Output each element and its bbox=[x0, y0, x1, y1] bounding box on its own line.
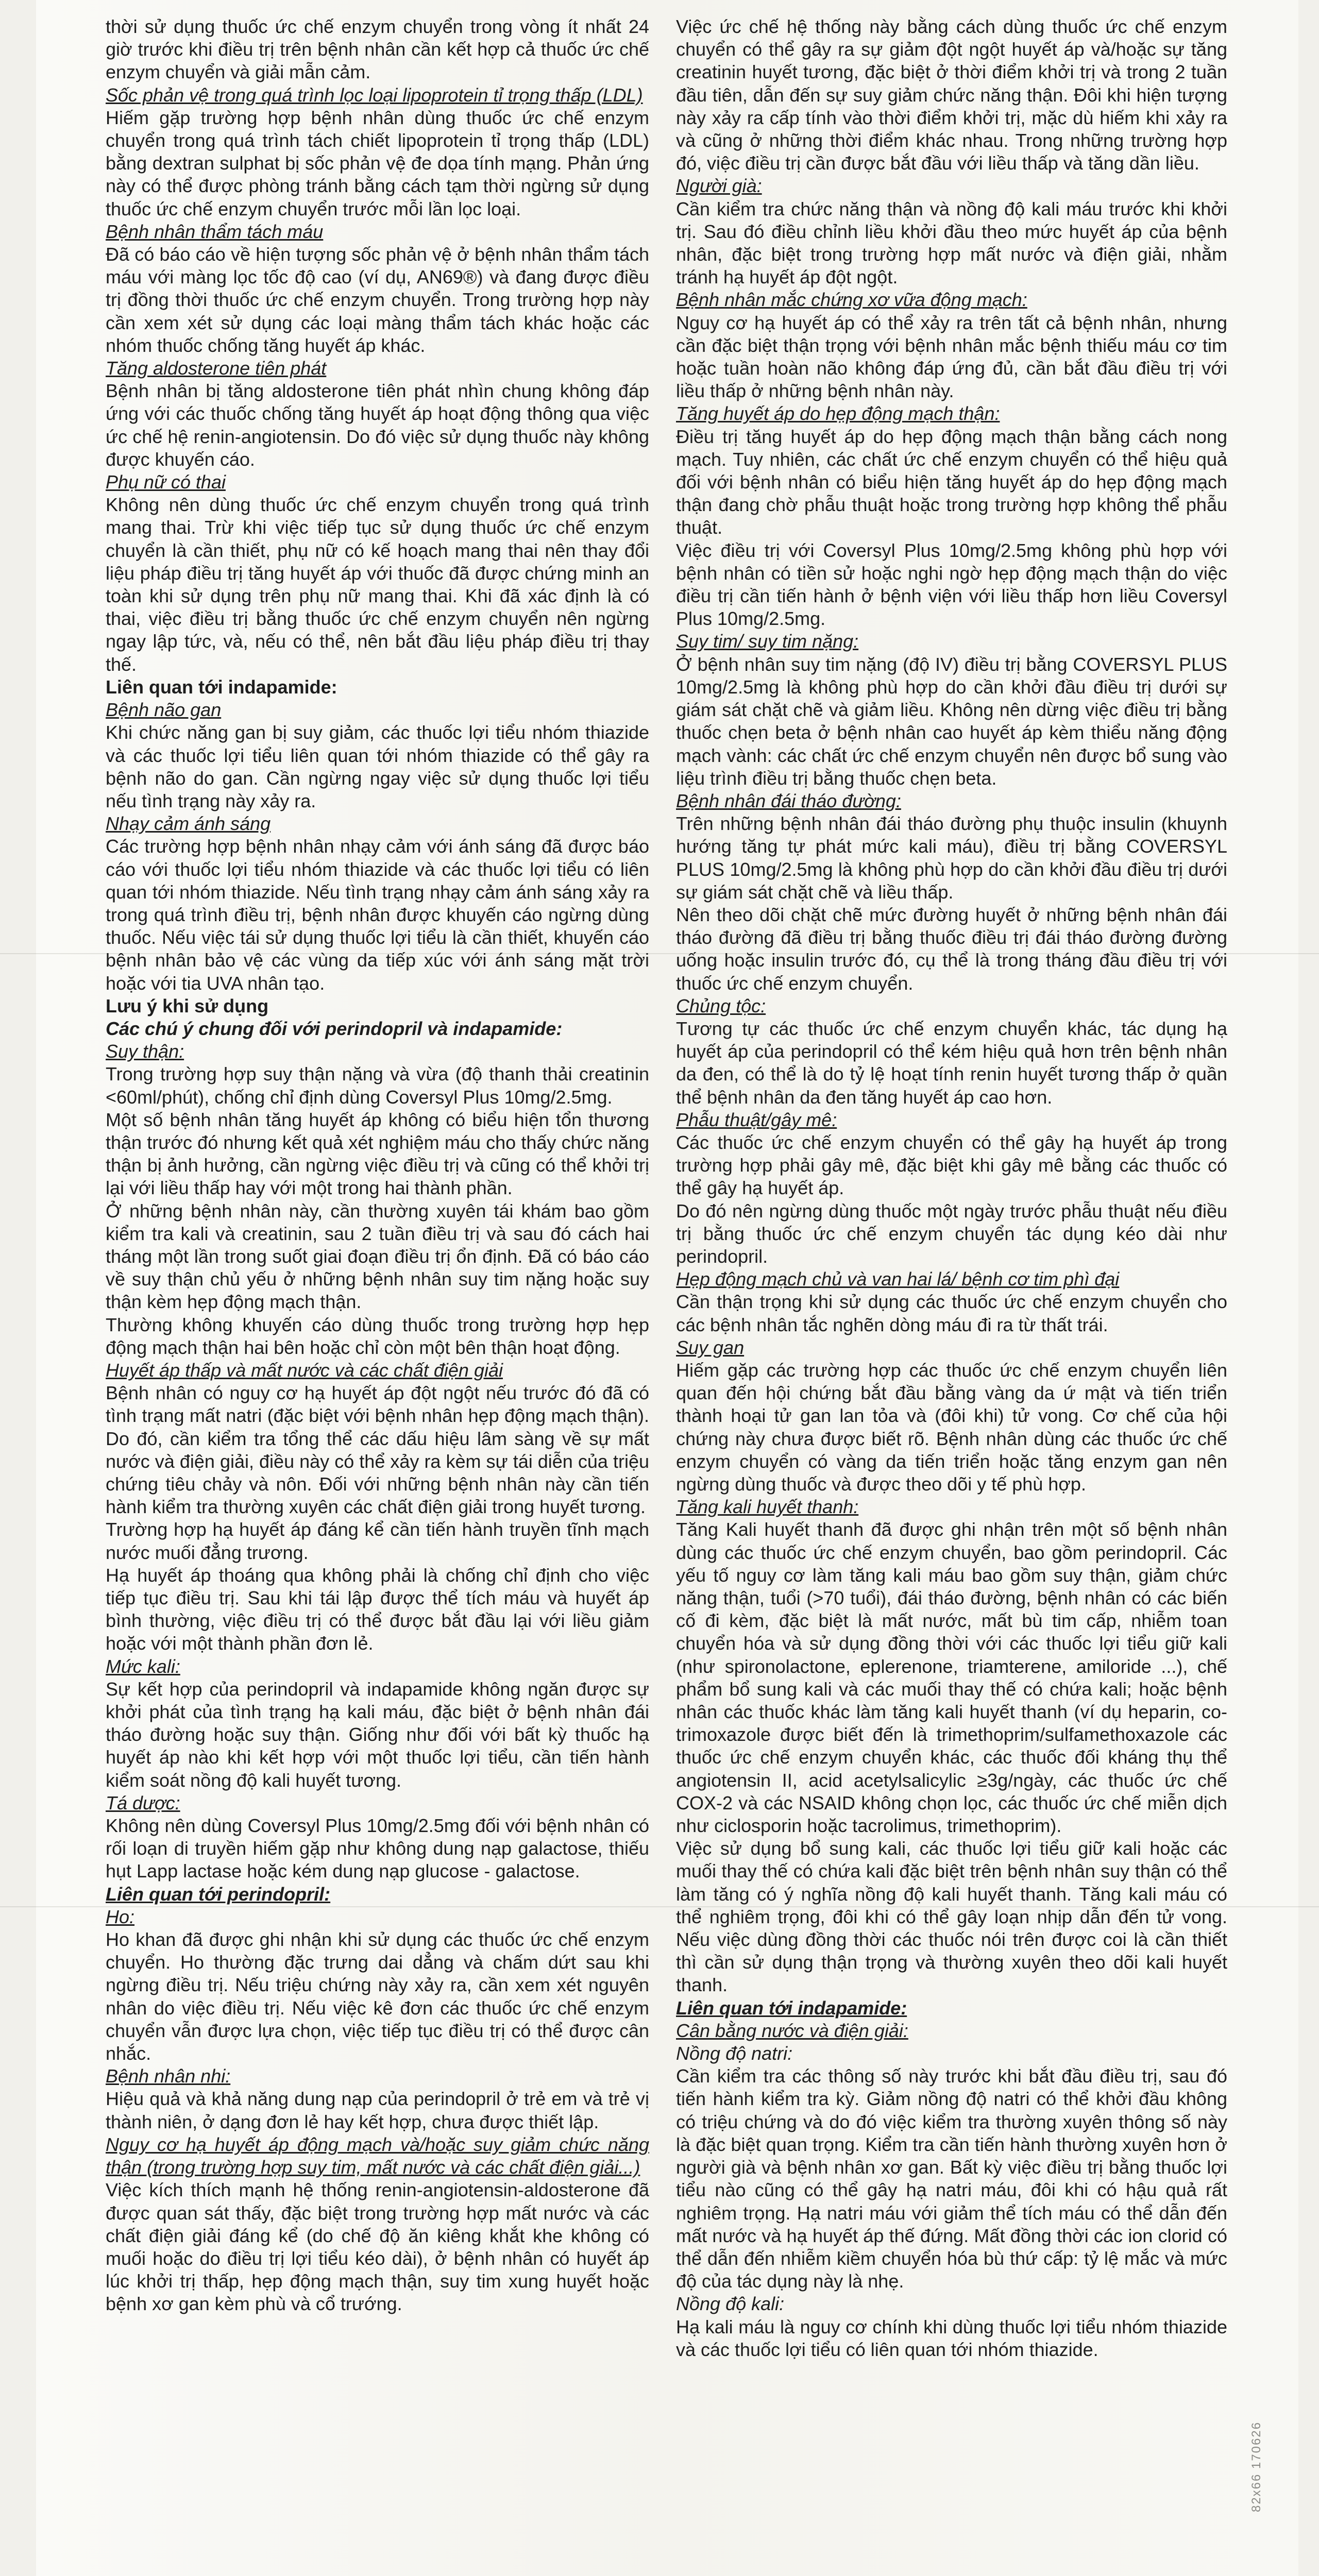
paragraph: Trường hợp hạ huyết áp đáng kể cần tiến hành truyền tĩnh mạch nước muối đẳng trương. bbox=[106, 1519, 649, 1563]
section-heading: Sốc phản vệ trong quá trình lọc loại lipoprotein tỉ trọng thấp (LDL) bbox=[106, 84, 643, 106]
paragraph: Tăng Kali huyết thanh đã được ghi nhận trên một số bệnh nhân dùng các thuốc ức chế enzym chuyển, bao gồm perindopril. Các yếu tố nguy cơ làm tăng kali máu bao gồm suy thận, giảm chức năng thận, tuổi (>70 tuổi), đái tháo đường, bệnh nhân có các biến cố đi kèm, đặc biệt là mất nước, mất bù tim cấp, nhiễm toan chuyển hóa và sử dụng đồng thời với các thuốc lợi tiểu giữ kali (như spironolactone, eplerenone, triamterene, amiloride ...), chế phẩm bổ sung kali và các muối thay thế có chứa kali; hoặc bệnh nhân các thuốc khác làm tăng kali huyết thanh (ví dụ heparin, co-trimoxazole được biết đến là trimethoprim/sulfamethoxazole các thuốc ức chế enzym chuyển khác, các thuốc đối kháng thụ thể angiotensin II, acid acetylsalicylic ≥3g/ngày, các thuốc ức chế COX-2 và các NSAID không chọn lọc, các thuốc ức chế miễn dịch như ciclosporin hoặc tacrolimus, trimethoprim). bbox=[676, 1519, 1227, 1837]
italic-subheading: Nồng độ natri: bbox=[676, 2043, 793, 2064]
paragraph: Các thuốc ức chế enzym chuyển có thể gây hạ huyết áp trong trường hợp phải gây mê, đặc biệt khi gây mê bằng các thuốc có thể gây hạ huyết áp. bbox=[676, 1131, 1227, 1199]
paragraph: Thường không khuyến cáo dùng thuốc trong trường hợp hẹp động mạch thận hai bên hoặc chỉ còn một bên thận hoạt động. bbox=[106, 1314, 649, 1358]
paragraph: Ở những bệnh nhân này, cần thường xuyên tái khám bao gồm kiểm tra kali và creatinin, sau 2 tuần điều trị và sau đó cách hai tháng một lần trong suốt giai đoạn điều trị ổn định. Đã có báo cáo về suy thận chủ yếu ở những bệnh nhân suy tim nặng hoặc suy thận kèm hẹp động mạch thận. bbox=[106, 1200, 649, 1313]
paragraph: Không nên dùng Coversyl Plus 10mg/2.5mg đối với bệnh nhân có rối loạn di truyền hiếm gặp như không dung nạp galactose, thiếu hụt Lapp lactase hoặc kém dung nạp glucose - galactose. bbox=[106, 1815, 649, 1882]
paragraph: Cần kiểm tra các thông số này trước khi bắt đầu điều trị, sau đó tiến hành kiểm tra kỳ. Giảm nồng độ natri có thể khởi đầu không có triệu chứng và do đó việc kiểm tra thường xuyên thông số này là đặc biệt quan trọng. Kiểm tra cần tiến hành thường xuyên hơn ở người già và bệnh nhân xơ gan. Bất kỳ việc điều trị bằng thuốc lợi tiểu nào cũng có thể gây hạ natri máu, đôi khi có hậu quả rất nghiêm trọng. Hạ natri máu với giảm thể tích máu có thể dẫn đến mất nước và hạ huyết áp thế đứng. Mất đồng thời các ion clorid có thể dẫn đến nhiễm kiềm chuyển hóa bù thứ cấp: tỷ lệ mắc và mức độ của tác dụng này là nhẹ. bbox=[676, 2065, 1227, 2292]
bold-heading: Lưu ý khi sử dụng bbox=[106, 995, 269, 1016]
paragraph: Trên những bệnh nhân đái tháo đường phụ thuộc insulin (khuynh hướng tăng tự phát mức kali máu), điều trị bằng COVERSYL PLUS 10mg/2.5mg là không phù hợp do cần khởi đầu điều trị dưới sự giám sát chặt chẽ và liều thấp. bbox=[676, 813, 1227, 903]
section-heading: Người già: bbox=[676, 175, 762, 197]
paragraph: Trong trường hợp suy thận nặng và vừa (độ thanh thải creatinin <60ml/phút), chống chỉ định dùng Coversyl Plus 10mg/2.5mg. bbox=[106, 1063, 649, 1108]
section-heading: Phẫu thuật/gây mê: bbox=[676, 1109, 837, 1130]
section-heading: Cân bằng nước và điện giải: bbox=[676, 2020, 908, 2041]
section-heading: Tăng kali huyết thanh: bbox=[676, 1496, 859, 1518]
paragraph: Nên theo dõi chặt chẽ mức đường huyết ở những bệnh nhân đái tháo đường đã điều trị bằng thuốc điều trị đái tháo đường đường uống hoặc insulin trước đó, cụ thể là trong tháng đầu điều trị với thuốc ức chế enzym chuyển. bbox=[676, 904, 1227, 994]
paragraph: Do đó nên ngừng dùng thuốc một ngày trước phẫu thuật nếu điều trị bằng thuốc ức chế enzym chuyển tác dụng kéo dài như perindopril. bbox=[676, 1200, 1227, 1267]
paragraph: thời sử dụng thuốc ức chế enzym chuyển trong vòng ít nhất 24 giờ trước khi điều trị trên bệnh nhân cần kết hợp cả thuốc ức chế enzym chuyển và giải mẫn cảm. bbox=[106, 16, 649, 83]
section-heading: Tá dược: bbox=[106, 1792, 180, 1814]
italic-subheading: Nồng độ kali: bbox=[676, 2293, 785, 2315]
paragraph: Bệnh nhân bị tăng aldosterone tiên phát nhìn chung không đáp ứng với các thuốc chống tăng huyết áp hoạt động thông qua việc ức chế hệ renin-angiotensin. Do đó việc sử dụng thuốc này không được khuyến cáo. bbox=[106, 380, 649, 470]
group-heading: Liên quan tới perindopril: bbox=[106, 1883, 331, 1905]
paragraph: Hiếm gặp các trường hợp các thuốc ức chế enzym chuyển liên quan đến hội chứng bắt đầu bằng vàng da ứ mật và tiến triển thành hoại tử gan lan tỏa và (đôi khi) tử vong. Cơ chế của hội chứng này chưa được biết rõ. Bệnh nhân dùng các thuốc ức chế enzym chuyển có vàng da tiến triển hoặc tăng enzym gan nên ngừng dùng thuốc và được theo dõi y tế phù hợp. bbox=[676, 1359, 1227, 1495]
section-heading: Bệnh nhân mắc chứng xơ vữa động mạch: bbox=[676, 289, 1027, 311]
bold-heading: Liên quan tới indapamide: bbox=[106, 676, 337, 698]
paragraph: Hạ kali máu là nguy cơ chính khi dùng thuốc lợi tiểu nhóm thiazide và các thuốc lợi tiểu có liên quan tới nhóm thiazide. bbox=[676, 2316, 1227, 2360]
section-heading: Huyết áp thấp và mất nước và các chất điện giải bbox=[106, 1359, 503, 1381]
paragraph: Ở bệnh nhân suy tim nặng (độ IV) điều trị bằng COVERSYL PLUS 10mg/2.5mg là không phù hợp do cần khởi đầu điều trị dưới sự giám sát chặt chẽ và giảm liều. Không nên dừng việc điều trị bằng thuốc chẹn beta ở bệnh nhân cao huyết áp kèm thiểu năng động mạch vành: các chất ức chế enzym chuyển nên được bổ sung vào liệu trình điều trị bằng thuốc chẹn beta. bbox=[676, 653, 1227, 789]
paragraph: Nguy cơ hạ huyết áp có thể xảy ra trên tất cả bệnh nhân, nhưng cần đặc biệt thận trọng với bệnh nhân mắc bệnh thiếu máu cơ tim hoặc tuần hoàn não không đáp ứng đủ, cần bắt đầu điều trị với liều thấp ở những bệnh nhân này. bbox=[676, 312, 1227, 402]
paragraph: Hiếm gặp trường hợp bệnh nhân dùng thuốc ức chế enzym chuyển trong quá trình tách chiết lipoprotein tỉ trọng thấp (LDL) bằng dextran sulphat bị sốc phản vệ đe dọa tính mạng. Phản ứng này có thể được phòng tránh bằng cách tạm thời ngừng sử dụng thuốc ức chế enzym chuyển trước mỗi lần lọc loại. bbox=[106, 107, 649, 219]
group-heading: Liên quan tới indapamide: bbox=[676, 1997, 907, 2019]
section-heading: Bệnh não gan bbox=[106, 699, 222, 721]
paragraph: Tương tự các thuốc ức chế enzym chuyển khác, tác dụng hạ huyết áp của perindopril có thể kém hiệu quả hơn trên bệnh nhân da đen, có thể là do tỷ lệ hoạt tính renin huyết tương thấp ở quần thể bệnh nhân da đen tăng huyết áp cao hơn. bbox=[676, 1018, 1227, 1108]
section-heading: Ho: bbox=[106, 1906, 135, 1927]
section-heading: Mức kali: bbox=[106, 1655, 180, 1677]
section-heading: Suy thận: bbox=[106, 1041, 184, 1062]
paragraph: Việc ức chế hệ thống này bằng cách dùng thuốc ức chế enzym chuyển có thể gây ra sự giảm đột ngột huyết áp và/hoặc sự tăng creatinin huyết tương, đặc biệt ở thời điểm khởi trị và trong 2 tuần đầu tiên, dẫn đến sự suy giảm chức năng thận. Đôi khi hiện tượng này xảy ra cấp tính vào thời điểm khởi trị, mặc dù hiếm khi xảy ra và cũng ở những thời điểm khác nhau. Trong những trường hợp đó, việc điều trị cần được bắt đầu với liều thấp và tăng dần liều. bbox=[676, 16, 1227, 174]
section-heading: Tăng aldosterone tiên phát bbox=[106, 358, 327, 379]
section-heading: Suy gan bbox=[676, 1336, 745, 1358]
section-heading: Chủng tộc: bbox=[676, 995, 766, 1016]
paragraph: Ho khan đã được ghi nhận khi sử dụng các thuốc ức chế enzym chuyển. Ho thường đặc trưng dai dẳng và chấm dứt sau khi ngừng điều trị. Nếu triệu chứng này xảy ra, cần xem xét nguyên nhân do việc điều trị. Nếu việc kê đơn các thuốc ức chế enzym chuyển vẫn được lựa chọn, việc tiếp tục điều trị có thể được cân nhắc. bbox=[106, 1929, 649, 2064]
section-heading: Nhạy cảm ánh sáng bbox=[106, 813, 271, 835]
paragraph: Hiệu quả và khả năng dung nạp của perindopril ở trẻ em và trẻ vị thành niên, ở dạng đơn lẻ hay kết hợp, chưa được thiết lập. bbox=[106, 2088, 649, 2132]
section-heading: Suy tim/ suy tim nặng: bbox=[676, 631, 859, 652]
section-heading: Bệnh nhân thẩm tách máu bbox=[106, 221, 324, 242]
paragraph: Không nên dùng thuốc ức chế enzym chuyển trong quá trình mang thai. Trừ khi việc tiếp tục sử dụng thuốc ức chế enzym chuyển là cần thiết, phụ nữ có kế hoạch mang thai nên thay đổi liệu pháp điều trị tăng huyết áp với thuốc đã được chứng minh an toàn khi sử dụng trên phụ nữ mang thai. Khi đã xác định là có thai, việc điều trị bằng thuốc ức chế enzym chuyển nên ngừng ngay lập tức, và, nếu có thể, nên bắt đầu liệu pháp điều trị thay thế. bbox=[106, 494, 649, 675]
paragraph: Bệnh nhân có nguy cơ hạ huyết áp đột ngột nếu trước đó đã có tình trạng mất natri (đặc biệt với bệnh nhân hẹp động mạch thận). Do đó, cần kiểm tra tổng thể các dấu hiệu lâm sàng về sự mất nước và điện giải, điều này có thể xảy ra kèm sự tái diễn của triệu chứng tiêu chảy và nôn. Đối với những bệnh nhân này cần tiến hành kiểm tra thường xuyên các chất điện giải trong huyết tương. bbox=[106, 1382, 649, 1518]
section-heading: Bệnh nhân nhi: bbox=[106, 2065, 231, 2087]
print-code: 82x66 170626 bbox=[1249, 2421, 1263, 2513]
section-heading: Hẹp động mạch chủ và van hai lá/ bệnh cơ tim phì đại bbox=[676, 1268, 1120, 1290]
section-heading: Bệnh nhân đái tháo đường: bbox=[676, 790, 901, 811]
paragraph: Khi chức năng gan bị suy giảm, các thuốc lợi tiểu nhóm thiazide và các thuốc lợi tiểu liên quan tới nhóm thiazide có thể gây ra bệnh não do gan. Cần ngừng ngay việc sử dụng thuốc lợi tiểu nếu tình trạng này xảy ra. bbox=[106, 722, 649, 811]
section-heading: Phụ nữ có thai bbox=[106, 471, 226, 493]
paragraph: Việc kích thích mạnh hệ thống renin-angiotensin-aldosterone đã được quan sát thấy, đặc biệt trong trường hợp mất nước và các chất điện giải đáng kể (do chế độ ăn kiêng khắt khe không có muối hoặc do điều trị lợi tiểu kéo dài), ở bệnh nhân có huyết áp lúc khởi trị thấp, hẹp động mạch thận, suy tim xung huyết hoặc bệnh xơ gan kèm phù và cổ trướng. bbox=[106, 2179, 649, 2315]
paragraph: Hạ huyết áp thoáng qua không phải là chống chỉ định cho việc tiếp tục điều trị. Sau khi tái lập được thể tích máu và huyết áp bình thường, việc điều trị có thể được bắt đầu lại với liều giảm hoặc với một thành phần đơn lẻ. bbox=[106, 1564, 649, 1654]
paragraph: Việc sử dụng bổ sung kali, các thuốc lợi tiểu giữ kali hoặc các muối thay thế có chứa kali đặc biệt trên bệnh nhân suy thận có thể làm tăng có ý nghĩa nồng độ kali huyết thanh. Tăng kali máu có thể nghiêm trọng, đôi khi có thể gây loạn nhịp dẫn đến tử vong. Nếu việc dùng đồng thời các thuốc nói trên được coi là cần thiết thì cần sử dụng thận trọng và thường xuyên theo dõi kali huyết thanh. bbox=[676, 1838, 1227, 1996]
paragraph: Một số bệnh nhân tăng huyết áp không có biểu hiện tổn thương thận trước đó nhưng kết quả xét nghiệm máu cho thấy chức năng thận bị ảnh hưởng, cần ngừng việc điều trị và cũng có thể khởi trị lại với liều thấp hay với một trong hai thành phần. bbox=[106, 1109, 649, 1199]
paragraph: Cần kiểm tra chức năng thận và nồng độ kali máu trước khi khởi trị. Sau đó điều chỉnh liều khởi đầu theo mức huyết áp của bệnh nhân, đặc biệt trong trường hợp mất nước và điện giải, nhằm tránh hạ huyết áp đột ngột. bbox=[676, 198, 1227, 288]
paragraph: Các trường hợp bệnh nhân nhạy cảm với ánh sáng đã được báo cáo với thuốc lợi tiểu nhóm thiazide và các thuốc lợi tiểu có liên quan tới nhóm thiazide. Nếu tình trạng nhạy cảm ánh sáng xảy ra trong quá trình điều trị, bệnh nhân được khuyến cáo ngừng dùng thuốc. Nếu việc tái sử dụng thuốc lợi tiểu là cần thiết, khuyến cáo bệnh nhân bảo vệ các vùng da tiếp xúc với ánh sáng mặt trời hoặc với tia UVA nhân tạo. bbox=[106, 836, 649, 994]
left-text-column bbox=[106, 15, 649, 2576]
section-heading: Nguy cơ hạ huyết áp động mạch và/hoặc suy giảm chức năng thận (trong trường hợp suy tim, mất nước và các chất điện giải...) bbox=[106, 2133, 649, 2178]
paragraph: Cần thận trọng khi sử dụng các thuốc ức chế enzym chuyển cho các bệnh nhân tắc nghẽn dòng máu đi ra từ thất trái. bbox=[676, 1291, 1227, 1335]
paragraph: Việc điều trị với Coversyl Plus 10mg/2.5mg không phù hợp với bệnh nhân có tiền sử hoặc nghi ngờ hẹp động mạch thận do việc điều trị cần tiến hành ở bệnh viện với liều thấp hơn liều Coversyl Plus 10mg/2.5mg. bbox=[676, 539, 1227, 630]
subsection-heading: Các chú ý chung đối với perindopril và indapamide: bbox=[106, 1018, 563, 1039]
paragraph: Điều trị tăng huyết áp do hẹp động mạch thận bằng cách nong mạch. Tuy nhiên, các chất ức chế enzym chuyển có thể hiệu quả đối với bệnh nhân có biểu hiện tăng huyết áp do hẹp động mạch thận đang chờ phẫu thuật hoặc trong trường hợp không thể phẫu thuật. bbox=[676, 426, 1227, 538]
paragraph: Đã có báo cáo về hiện tượng sốc phản vệ ở bệnh nhân thẩm tách máu với màng lọc tốc độ cao (ví dụ, AN69®) và đang được điều trị đồng thời thuốc ức chế enzym chuyển. Trong trường hợp này cần xem xét sử dụng các loại màng thẩm tách khác hoặc các nhóm thuốc chống tăng huyết áp khác. bbox=[106, 244, 649, 356]
section-heading: Tăng huyết áp do hẹp động mạch thận: bbox=[676, 403, 1000, 425]
right-text-column bbox=[676, 15, 1227, 2576]
paragraph: Sự kết hợp của perindopril và indapamide không ngăn được sự khởi phát của tình trạng hạ kali máu, đặc biệt ở bệnh nhân đái tháo đường hoặc suy thận. Giống như đối với bất kỳ thuốc hạ huyết áp nào khi kết hợp với một thuốc lợi tiểu, cần tiến hành kiểm soát nồng độ kali huyết tương. bbox=[106, 1678, 649, 1791]
